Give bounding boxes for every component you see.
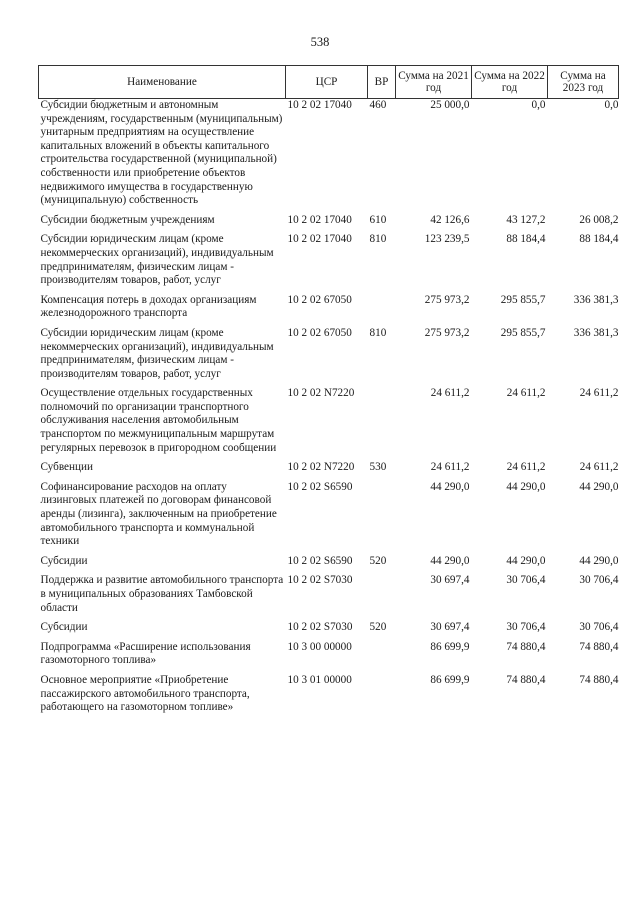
table-row [39, 294, 619, 327]
row-csr: 10 2 02 N7220 [287, 461, 355, 474]
row-sum-2021: 44 290,0 [430, 480, 470, 493]
row-csr: 10 2 02 17040 [287, 213, 352, 226]
row-sum-2023: 30 706,4 [579, 621, 619, 634]
row-name: Поддержка и развитие автомобильного транспорта в муниципальных образованиях Тамбовской области [40, 574, 284, 614]
row-vr [368, 481, 396, 555]
row-sum-2022: 295 855,7 [500, 326, 546, 339]
row-csr: 10 3 01 00000 [287, 673, 352, 686]
table-row [39, 99, 619, 214]
row-vr: 610 [369, 213, 387, 226]
row-sum-2021: 275 973,2 [424, 326, 470, 339]
table-row [39, 327, 619, 387]
row-sum-2021: 30 697,4 [430, 621, 470, 634]
header-vr: ВР [368, 66, 396, 99]
row-sum-2023: 44 290,0 [579, 480, 619, 493]
row-sum-2023: 24 611,2 [579, 387, 619, 400]
row-sum-2023: 88 184,4 [579, 233, 619, 246]
row-sum-2022: 30 706,4 [506, 574, 546, 587]
row-sum-2023: 0,0 [604, 99, 619, 111]
row-sum-2023: 24 611,2 [579, 461, 619, 474]
row-name: Компенсация потерь в доходах организациям железнодорожного транспорта [40, 293, 257, 320]
row-name: Субсидии бюджетным и автономным учреждениям, государственным (муниципальным) унитарным предприятиям на осуществление капитальных вложений в объекты капитального строительства государственной (муниципальной) собственности или приобретение объектов недвижимого имущества в государственную (муниципальную) собственность [40, 99, 283, 207]
row-name: Субсидии юридическим лицам (кроме некоммерческих организаций), индивидуальным предпринимателям, физическим лицам - производителям товаров, работ, услуг [40, 326, 274, 380]
row-sum-2022: 88 184,4 [506, 233, 546, 246]
row-sum-2022: 74 880,4 [506, 673, 546, 686]
row-sum-2023: 74 880,4 [579, 640, 619, 653]
row-vr [368, 574, 396, 621]
header-csr: ЦСР [286, 66, 368, 99]
table-row [39, 481, 619, 555]
row-vr: 460 [369, 99, 387, 111]
row-sum-2021: 86 699,9 [430, 640, 470, 653]
row-sum-2021: 44 290,0 [430, 554, 470, 567]
row-sum-2021: 275 973,2 [424, 293, 470, 306]
row-sum-2021: 30 697,4 [430, 574, 470, 587]
row-sum-2022: 74 880,4 [506, 640, 546, 653]
table-row [39, 387, 619, 461]
row-name: Основное мероприятие «Приобретение пассажирского автомобильного транспорта, работающего на газомоторном топливе» [40, 673, 250, 714]
row-name: Субсидии юридическим лицам (кроме некоммерческих организаций), индивидуальным предпринимателям, физическим лицам - производителям товаров, работ, услуг [40, 233, 274, 287]
row-name: Субсидии [40, 621, 88, 634]
row-csr: 10 2 02 17040 [287, 99, 352, 111]
row-sum-2023: 44 290,0 [579, 554, 619, 567]
header-sum-2021: Сумма на 2021 год [396, 66, 472, 99]
row-csr: 10 2 02 S6590 [287, 480, 353, 493]
table-row [39, 674, 619, 721]
table-row [39, 574, 619, 621]
row-sum-2023: 336 381,3 [573, 293, 619, 306]
row-sum-2022: 44 290,0 [506, 554, 546, 567]
row-sum-2021: 123 239,5 [424, 233, 470, 246]
row-vr: 530 [369, 461, 387, 474]
row-sum-2021: 24 611,2 [430, 387, 470, 400]
row-vr [368, 387, 396, 461]
page-number: 538 [310, 35, 330, 49]
budget-table [38, 65, 619, 721]
table-row [39, 555, 619, 575]
table-row [39, 641, 619, 674]
row-sum-2022: 295 855,7 [500, 293, 546, 306]
row-vr: 810 [369, 326, 387, 339]
row-sum-2022: 24 611,2 [506, 461, 546, 474]
row-csr: 10 2 02 67050 [287, 326, 352, 339]
row-vr [368, 674, 396, 721]
header-name: Наименование [39, 66, 286, 99]
header-sum-2023: Сумма на 2023 год [548, 66, 619, 99]
header-sum-2022: Сумма на 2022 год [472, 66, 548, 99]
row-name: Софинансирование расходов на оплату лизинговых платежей по договорам финансовой аренды (лизинга), заключенным на приобретение автомобильного транспорта и коммунальной техники [40, 480, 277, 548]
row-sum-2023: 74 880,4 [579, 673, 619, 686]
row-vr: 520 [369, 621, 387, 634]
table-row [39, 233, 619, 293]
row-vr [368, 641, 396, 674]
row-name: Субсидии [40, 554, 88, 567]
row-csr: 10 2 02 N7220 [287, 387, 355, 400]
row-sum-2022: 24 611,2 [506, 387, 546, 400]
row-sum-2023: 30 706,4 [579, 574, 619, 587]
row-csr: 10 2 02 S6590 [287, 554, 353, 567]
row-sum-2022: 0,0 [531, 99, 546, 111]
table-row [39, 461, 619, 481]
row-csr: 10 2 02 S7030 [287, 621, 353, 634]
row-sum-2021: 24 611,2 [430, 461, 470, 474]
row-csr: 10 3 00 00000 [287, 640, 352, 653]
table-row [39, 214, 619, 234]
row-vr: 810 [369, 233, 387, 246]
row-sum-2023: 336 381,3 [573, 326, 619, 339]
row-sum-2021: 25 000,0 [430, 99, 470, 111]
row-sum-2021: 86 699,9 [430, 673, 470, 686]
row-name: Осуществление отдельных государственных полномочий по организации транспортного обслуживания населения автомобильным транспортом по межмуниципальным маршрутам регулярных перевозок в пригородном сообщении [40, 387, 277, 454]
table-header-row [39, 66, 619, 99]
row-csr: 10 2 02 17040 [287, 233, 352, 246]
row-sum-2022: 43 127,2 [506, 213, 546, 226]
row-csr: 10 2 02 67050 [287, 293, 352, 306]
row-name: Субвенции [40, 461, 93, 474]
row-csr: 10 2 02 S7030 [287, 574, 353, 587]
row-sum-2023: 26 008,2 [579, 213, 619, 226]
row-name: Подпрограмма «Расширение использования газомоторного топлива» [40, 640, 251, 667]
row-vr: 520 [369, 554, 387, 567]
table-row [39, 621, 619, 641]
row-sum-2022: 44 290,0 [506, 480, 546, 493]
row-vr [368, 294, 396, 327]
row-name: Субсидии бюджетным учреждениям [40, 213, 215, 226]
row-sum-2022: 30 706,4 [506, 621, 546, 634]
row-sum-2021: 42 126,6 [430, 213, 470, 226]
